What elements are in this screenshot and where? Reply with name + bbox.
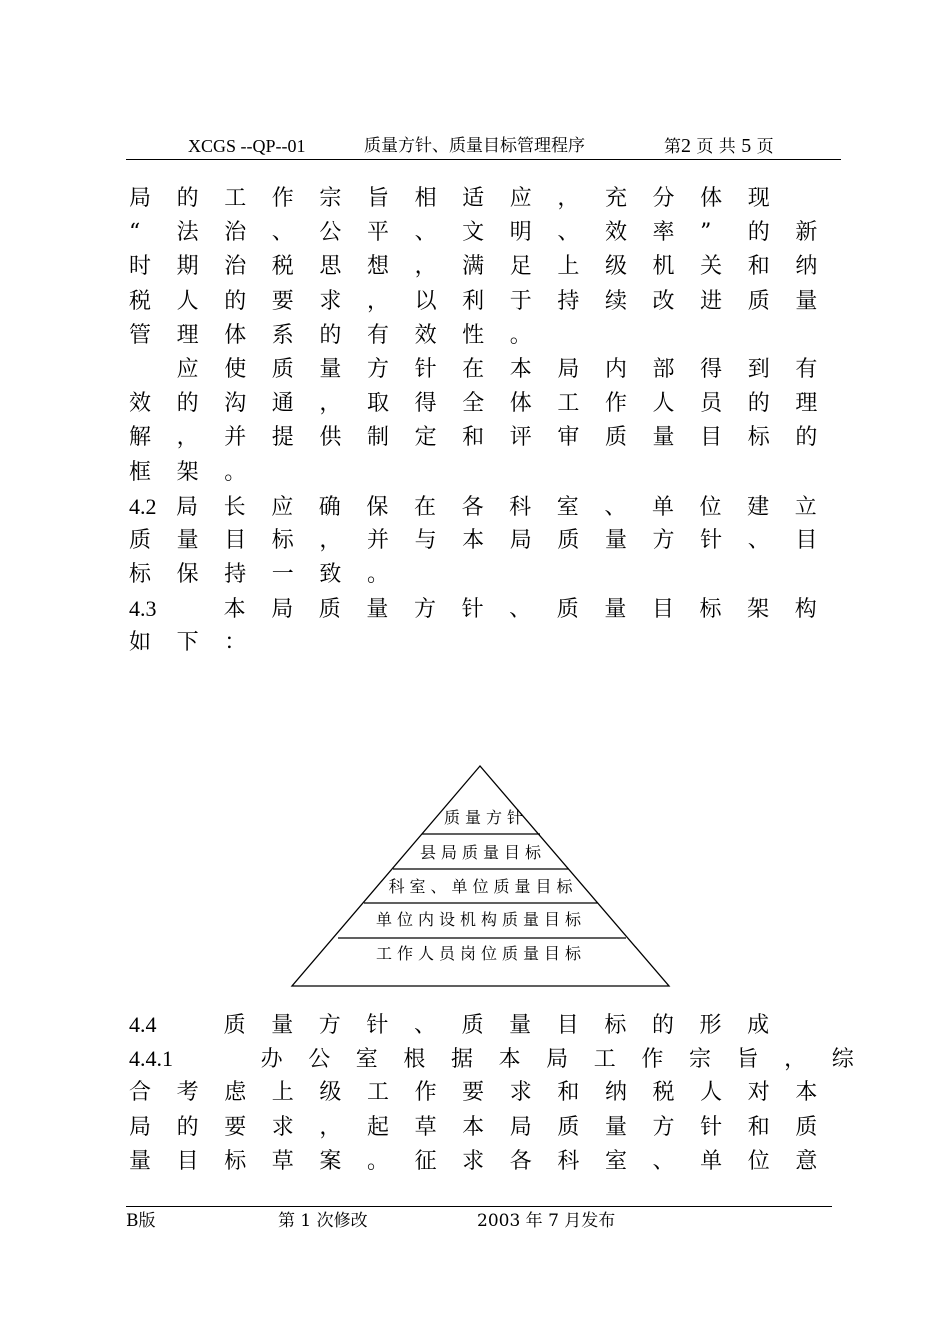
body-text (129, 182, 819, 661)
body2-line: 4.4.1 办 公 室 根 据 本 局 工 作 宗 旨 ， 综 (129, 1046, 854, 1073)
page-prefix: 第 (664, 137, 681, 157)
footer-revision: 第 1 次修改 (278, 1211, 368, 1231)
pyramid-tier-department-objectives: 科室、单位质量目标 (388, 877, 578, 896)
page-suffix: 页 (756, 137, 774, 157)
body-line: 质 量 目 标 ， 并 与 本 局 质 量 方 针 、 目 (129, 527, 818, 553)
body-line: 效 的 沟 通 ， 取 得 全 体 工 作 人 员 的 理 (129, 391, 818, 417)
pyramid-tier-internal-unit-objectives: 单位内设机构质量目标 (375, 910, 586, 929)
quality-pyramid-diagram (288, 762, 673, 992)
footer-rule (126, 1206, 832, 1207)
body-line: 解 ， 并 提 供 制 定 和 评 审 质 量 目 标 的 (129, 425, 818, 451)
page-current: 2 (681, 135, 691, 157)
page-total: 5 (741, 135, 752, 157)
pyramid-tier-staff-position-objectives: 工作人员岗位质量目标 (375, 944, 586, 963)
footer-edition: B版 (126, 1211, 156, 1231)
body-line: 管 理 体 系 的 有 效 性 。 (129, 322, 532, 348)
pyramid-tier-quality-policy: 质量方针 (443, 808, 528, 827)
body-line: 4.3 本 局 质 量 方 针 、 质 量 目 标 架 构 (129, 596, 817, 623)
body-line: 框 架 。 (129, 459, 247, 485)
doc-title: 质量方针、质量目标管理程序 (364, 136, 585, 156)
body2-line: 合 考 虑 上 级 工 作 要 求 和 纳 税 人 对 本 (129, 1080, 818, 1106)
body-line: 时 期 治 税 思 想 ， 满 足 上 级 机 关 和 纳 (129, 254, 818, 280)
body-line: 局 的 工 作 宗 旨 相 适 应 ， 充 分 体 现 (129, 186, 770, 211)
page-mid: 页 共 (696, 137, 736, 157)
body2-line: 量 目 标 草 案 。 征 求 各 科 室 、 单 位 意 (129, 1148, 818, 1174)
body-line: 如 下 ： (129, 630, 247, 656)
body-line: 税 人 的 要 求 ， 以 利 于 持 续 改 进 质 量 (129, 288, 818, 314)
body-line: 标 保 持 一 致 。 (129, 562, 389, 588)
header-rule (126, 159, 841, 160)
body2-line: 局 的 要 求 ， 起 草 本 局 质 量 方 针 和 质 (129, 1114, 818, 1140)
doc-code: XCGS --QP--01 (188, 136, 306, 156)
page-number (664, 134, 774, 159)
body-line: 4.2 局 长 应 确 保 在 各 科 室 、 单 位 建 立 (129, 493, 817, 520)
body2-line: 4.4 质 量 方 针 、 质 量 目 标 的 形 成 (129, 1012, 770, 1038)
footer-issue-date: 2003 年 7 月发布 (477, 1211, 616, 1231)
body-line: 应 使 质 量 方 针 在 本 局 内 部 得 到 有 (176, 356, 818, 382)
body-line: “ 法 治 、 公 平 、 文 明 、 效 率 ” 的 新 (129, 220, 818, 246)
body-text-continued (129, 1008, 854, 1179)
pyramid-tier-county-bureau-objectives: 县局质量目标 (419, 843, 546, 862)
